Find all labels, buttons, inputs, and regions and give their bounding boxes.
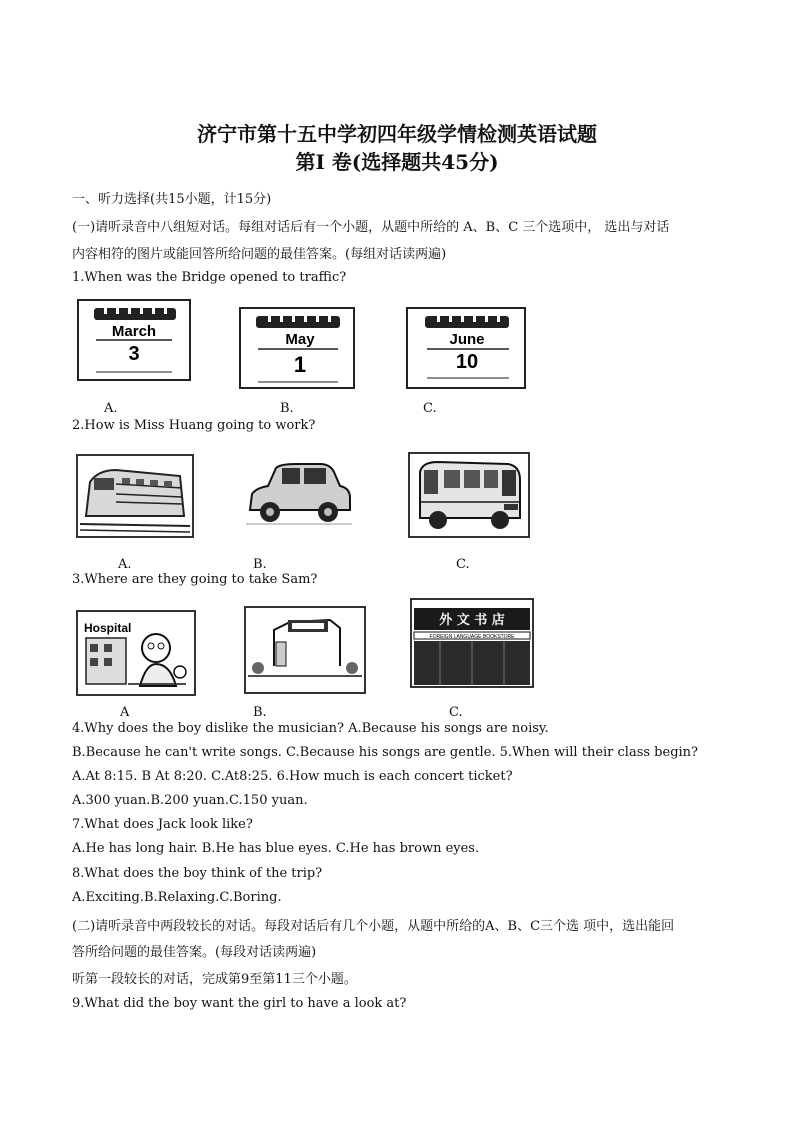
question-3: 3.Where are they going to take Sam? [72, 572, 318, 587]
instructions-line: 内容相符的图片或能回答所给问题的最佳答案。(每组对话读两遍) [72, 247, 447, 262]
calendar-day: 10 [455, 351, 479, 373]
option-c-label: C. [456, 557, 470, 572]
question-8: 8.What does the boy think of the trip? [72, 866, 323, 881]
page-subtitle: 第I 卷(选择题共45分) [295, 150, 499, 174]
calendar-month: March [111, 323, 157, 340]
calendar-june-image [405, 306, 527, 390]
section-heading: 一、听力选择(共15小题，计15分) [72, 192, 272, 207]
calendar-month: May [285, 331, 315, 348]
option-a-label: A. [104, 401, 118, 416]
dialog1-intro: 听第一段较长的对话，完成第9至第11三个小题。 [72, 972, 357, 987]
question-7: 7.What does Jack look like? [72, 817, 253, 832]
car-image [240, 452, 358, 536]
bookstore-sign: 外 文 书 店 [439, 613, 505, 628]
instructions-line: (一)请听录音中八组短对话。每组对话后有一个小题，从题中所给的 A、B、C 三个选项中， 选出与对话 [72, 220, 670, 235]
question-8-options: A.Exciting.B.Relaxing.C.Boring. [72, 890, 282, 905]
hospital-image [76, 610, 196, 696]
question-6-options: A.300 yuan.B.200 yuan.C.150 yuan. [72, 793, 308, 808]
gate-image [244, 606, 366, 694]
question-9: 9.What did the boy want the girl to have a look at? [72, 996, 407, 1011]
hospital-sign: Hospital [84, 621, 132, 635]
bookstore-subsign: FOREIGN LANGUAGE BOOKSTORE [429, 634, 515, 640]
bus-image [408, 452, 530, 538]
option-a-label: A. [118, 557, 132, 572]
part2-instructions: 答所给问题的最佳答案。(每段对话读两遍) [72, 945, 317, 960]
option-b-label: B. [253, 705, 267, 720]
option-a-label: A [120, 705, 130, 720]
calendar-month: June [449, 331, 485, 348]
bookstore-image [410, 598, 534, 688]
option-b-label: B. [253, 557, 267, 572]
train-image [76, 454, 194, 538]
page-title: 济宁市第十五中学初四年级学情检测英语试题 [197, 122, 597, 146]
option-b-label: B. [280, 401, 294, 416]
calendar-day: 1 [293, 352, 307, 377]
question-4: 4.Why does the boy dislike the musician? A.Because his songs are noisy. [72, 721, 549, 736]
question-4-options: B.Because he can't write songs. C.Because his songs are gentle. 5.When will their class begin? [72, 745, 699, 760]
question-1: 1.When was the Bridge opened to traffic? [72, 270, 347, 285]
part2-instructions: (二)请听录音中两段较长的对话。每段对话后有几个小题，从题中所给的A、B、C三个选 项中，选出能回 [72, 919, 675, 934]
option-c-label: C. [449, 705, 463, 720]
calendar-march-image [76, 298, 192, 382]
calendar-may-image [238, 306, 356, 390]
question-5-options: A.At 8:15. B At 8:20. C.At8:25. 6.How much is each concert ticket? [72, 769, 513, 784]
question-7-options: A.He has long hair. B.He has blue eyes. C.He has brown eyes. [72, 841, 480, 856]
question-2: 2.How is Miss Huang going to work? [72, 418, 316, 433]
calendar-day: 3 [128, 343, 140, 365]
option-c-label: C. [423, 401, 437, 416]
